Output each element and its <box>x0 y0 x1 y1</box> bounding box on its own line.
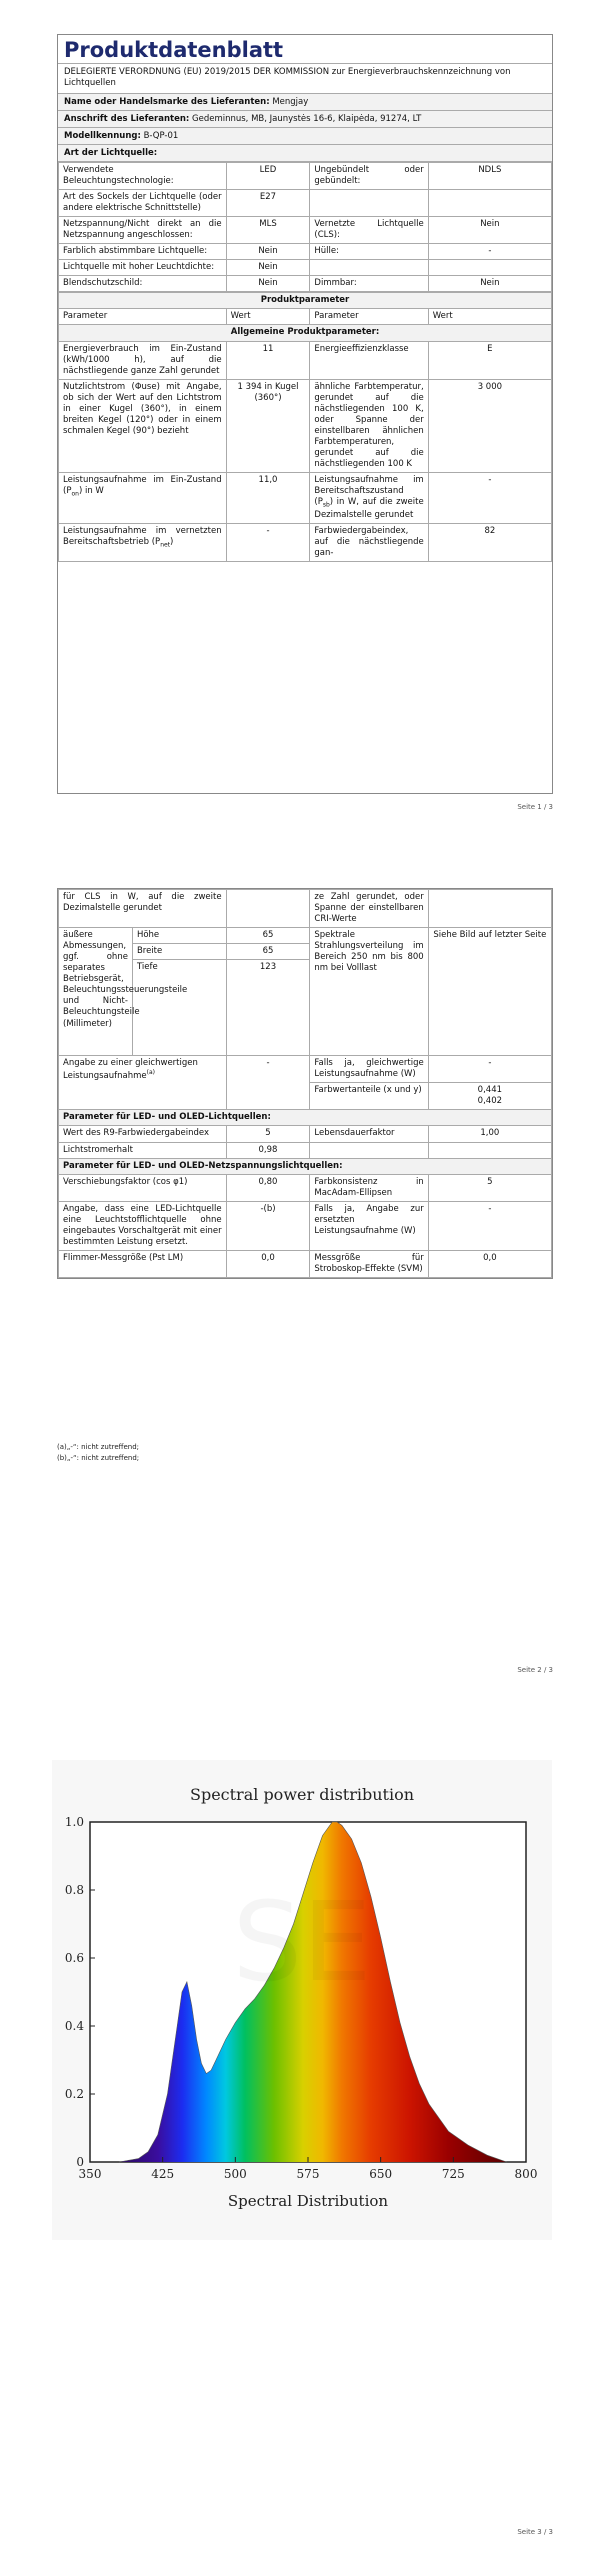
equivalent-power-label: Angabe zu einer gleichwertigen Leistungsaufnahme$^{(a)}$ <box>59 1056 227 1110</box>
regulation-intro: DELEGIERTE VERORDNUNG (EU) 2019/2015 DER KOMMISSION zur Energieverbrauchskennzeichnung von Lichtquellen <box>58 64 552 94</box>
lamp-param-label: Netzspannung/Nicht direkt an die Netzspannung angeschlossen: <box>59 217 227 244</box>
product-param-value: E <box>428 341 551 379</box>
lamp-param-value: Nein <box>428 276 551 292</box>
y-tick-label: 0.8 <box>64 1883 84 1897</box>
equivalent-power-w-value: - <box>428 1056 551 1083</box>
product-param-value: 3 000 <box>428 379 551 472</box>
continued-params-table <box>58 889 552 1278</box>
lamp-param-label: Dimmbar: <box>310 276 428 292</box>
stroboscopic-label: Messgröße für Stroboskop-Effekte (SVM) <box>310 1250 428 1277</box>
product-param-value: 1 394 in Kugel (360°) <box>226 379 310 472</box>
dim-width-label: Breite <box>132 944 226 960</box>
lamp-param-label: Blendschutzschild: <box>59 276 227 292</box>
lamp-param-value <box>428 190 551 217</box>
table-row <box>59 217 552 244</box>
replacement-value: -(b) <box>226 1201 310 1250</box>
product-param-label: Energieeffizienzklasse <box>310 341 428 379</box>
macadam-value: 5 <box>428 1174 551 1201</box>
table-row <box>59 260 552 276</box>
product-param-label: Nutzlichtstrom (Φuse) mit Angabe, ob sich der Wert auf den Lichtstrom in einer Kugel (360°), in einem breiten Kegel (120°) oder in einem schmalen Kegel (90°) bezieht <box>59 379 227 472</box>
supplier-address-label: Anschrift des Lieferanten: <box>64 113 190 124</box>
model-row <box>58 128 552 145</box>
footnote-a: (a)„-“: nicht zutreffend; <box>57 1443 140 1451</box>
table-row <box>59 379 552 472</box>
watermark-text: SE <box>232 1878 372 2006</box>
footnotes <box>57 1442 139 1463</box>
spectral-power-chart <box>52 1760 552 2240</box>
x-tick-label: 650 <box>369 2167 393 2181</box>
table-row <box>59 162 552 189</box>
power-factor-label: Verschiebungsfaktor (cos φ1) <box>59 1174 227 1201</box>
x-tick-label: 425 <box>151 2167 175 2181</box>
lamp-param-label: Hülle: <box>310 244 428 260</box>
datasheet-table-page-1 <box>57 34 553 794</box>
product-param-value: - <box>226 523 310 561</box>
lumen-maintenance-value: 0,98 <box>226 1142 310 1158</box>
replacement-label: Angabe, dass eine LED-Lichtquelle eine Leuchtstofflichtquelle ohne eingebautes Vorschaltgerät mit einer bestimmten Leistung ersetzt. <box>59 1201 227 1250</box>
product-param-label: Leistungsaufnahme im Ein-Zustand $(P_{on})$ in W <box>59 473 227 524</box>
lamp-param-value: Nein <box>226 244 310 260</box>
macadam-label: Farbkonsistenz in MacAdam-Ellipsen <box>310 1174 428 1201</box>
product-param-label: Farbwiedergabeindex, auf die nächstliegende gan- <box>310 523 428 561</box>
x-axis-label: Spectral Distribution <box>227 2192 389 2210</box>
product-params-table <box>58 292 552 561</box>
x-tick-label: 575 <box>296 2167 320 2181</box>
supplier-address-row <box>58 111 552 128</box>
replaced-power-label: Falls ja, Angabe zur ersetzten Leistungsaufnahme (W) <box>310 1201 428 1250</box>
product-param-label: Leistungsaufnahme im vernetzten Bereitschaftsbetrieb $(P_{net})$ <box>59 523 227 561</box>
net-standby-continued: für CLS in W, auf die zweite Dezimalstelle gerundet <box>59 890 227 928</box>
lamp-type-row <box>58 145 552 162</box>
spd-value: Siehe Bild auf letzter Seite <box>428 928 551 1056</box>
power-factor-value: 0,80 <box>226 1174 310 1201</box>
flicker-value: 0,0 <box>226 1250 310 1277</box>
dim-depth-label: Tiefe <box>132 960 226 1056</box>
lamp-param-value: LED <box>226 162 310 189</box>
lumen-maintenance-label: Lichtstromerhalt <box>59 1142 227 1158</box>
y-tick-label: 0.4 <box>64 2019 84 2033</box>
model-label: Modellkennung: <box>64 130 141 141</box>
dim-height-value: 65 <box>226 928 310 944</box>
lamp-param-label: Lichtquelle mit hoher Leuchtdichte: <box>59 260 227 276</box>
col-value-header: Wert <box>428 309 551 325</box>
page-3 <box>0 1720 603 2560</box>
lamp-param-value: Nein <box>226 260 310 276</box>
led-params-heading: Parameter für LED- und OLED-Lichtquellen: <box>59 1110 552 1126</box>
lamp-param-label <box>310 260 428 276</box>
mains-params-heading: Parameter für LED- und OLED-Netzspannungslichtquellen: <box>59 1158 552 1174</box>
table-row <box>59 244 552 260</box>
product-param-value: 82 <box>428 523 551 561</box>
datasheet-table-page-2 <box>57 888 553 1279</box>
lamp-param-label: Verwendete Beleuchtungstechnologie: <box>59 162 227 189</box>
dim-width-value: 65 <box>226 944 310 960</box>
product-params-heading: Produktparameter <box>59 293 552 309</box>
lamp-param-label: Ungebündelt oder gebündelt: <box>310 162 428 189</box>
footnote-b: (b)„-“: nicht zutreffend; <box>57 1453 140 1462</box>
lamp-type-label: Art der Lichtquelle: <box>64 147 158 158</box>
lamp-param-label: Art des Sockels der Lichtquelle (oder andere elektrische Schnittstelle) <box>59 190 227 217</box>
flicker-label: Flimmer-Messgröße (Pst LM) <box>59 1250 227 1277</box>
cri-label-continued: ze Zahl gerundet, oder Spanne der einstellbaren CRI-Werte <box>310 890 428 928</box>
product-param-value: - <box>428 473 551 524</box>
lamp-param-label: Farblich abstimmbare Lichtquelle: <box>59 244 227 260</box>
lamp-type-table <box>58 162 552 292</box>
x-tick-label: 350 <box>78 2167 102 2181</box>
col-param-header: Parameter <box>310 309 428 325</box>
x-tick-label: 500 <box>223 2167 247 2181</box>
lifetime-factor-value: 1,00 <box>428 1126 551 1142</box>
page-footer: Seite 2 / 3 <box>517 1666 553 1674</box>
chart-title: Spectral power distribution <box>189 1785 415 1804</box>
y-tick-label: 0 <box>76 2155 84 2169</box>
table-row <box>59 341 552 379</box>
lamp-param-value: NDLS <box>428 162 551 189</box>
product-param-label: Energieverbrauch im Ein-Zustand (kWh/1000 h), auf die nächstliegende ganze Zahl gerundet <box>59 341 227 379</box>
lamp-param-label: Vernetzte Lichtquelle (CLS): <box>310 217 428 244</box>
general-params-heading: Allgemeine Produktparameter: <box>59 325 552 341</box>
chromaticity-values: 0,441 0,402 <box>428 1083 551 1110</box>
replaced-power-value: - <box>428 1201 551 1250</box>
col-value-header: Wert <box>226 309 310 325</box>
supplier-name-row <box>58 94 552 111</box>
product-param-label: ähnliche Farbtemperatur, gerundet auf die nächstliegenden 100 K, oder Spanne der einstellbaren ähnlichen Farbtemperaturen, gerundet auf die nächstliegenden 100 K <box>310 379 428 472</box>
page-footer: Seite 1 / 3 <box>517 803 553 811</box>
model-value: B-QP-01 <box>143 130 179 141</box>
page-1 <box>0 0 603 820</box>
spd-label: Spektrale Strahlungsverteilung im Bereich 250 nm bis 800 nm bei Volllast <box>310 928 428 1056</box>
r9-value: 5 <box>226 1126 310 1142</box>
dim-depth-value: 123 <box>226 960 310 1056</box>
lamp-param-value: E27 <box>226 190 310 217</box>
lamp-param-value: - <box>428 244 551 260</box>
lamp-param-value: MLS <box>226 217 310 244</box>
page-title: Produktdatenblatt <box>58 35 552 64</box>
dimensions-label: äußere Abmessungen, ggf. ohne separates Betriebsgerät, Beleuchtungssteuerungsteile und Nicht-Beleuchtungsteile (Millimeter) <box>59 928 133 1056</box>
supplier-address-value: Gedeminnus, MB, Jaunystės 16-6, Klaipėda, 91274, LT <box>192 113 422 124</box>
dim-height-label: Höhe <box>132 928 226 944</box>
product-param-value: 11,0 <box>226 473 310 524</box>
table-row <box>59 190 552 217</box>
stroboscopic-value: 0,0 <box>428 1250 551 1277</box>
y-tick-label: 0.2 <box>64 2087 84 2101</box>
product-param-value: 11 <box>226 341 310 379</box>
lamp-param-label <box>310 190 428 217</box>
lamp-param-value <box>428 260 551 276</box>
supplier-name-value: Mengjay <box>272 96 309 107</box>
r9-label: Wert des R9-Farbwiedergabeindex <box>59 1126 227 1142</box>
chromaticity-label: Farbwertanteile (x und y) <box>310 1083 428 1110</box>
equivalent-power-value: - <box>226 1056 310 1110</box>
lamp-param-value: Nein <box>226 276 310 292</box>
table-row <box>59 523 552 561</box>
lifetime-factor-label: Lebensdauerfaktor <box>310 1126 428 1142</box>
col-param-header: Parameter <box>59 309 227 325</box>
x-tick-label: 800 <box>514 2167 538 2181</box>
x-tick-label: 725 <box>441 2167 465 2181</box>
page-2 <box>0 880 603 1680</box>
page-footer: Seite 3 / 3 <box>517 2528 553 2536</box>
y-tick-label: 1.0 <box>64 1815 84 1829</box>
table-row <box>59 276 552 292</box>
supplier-name-label: Name oder Handelsmarke des Lieferanten: <box>64 96 270 107</box>
product-param-label: Leistungsaufnahme im Bereitschaftszustand $(P_{sb})$ in W, auf die zweite Dezimalstelle gerundet <box>310 473 428 524</box>
table-row <box>59 473 552 524</box>
y-tick-label: 0.6 <box>64 1951 84 1965</box>
lamp-param-value: Nein <box>428 217 551 244</box>
equivalent-power-w-label: Falls ja, gleichwertige Leistungsaufnahme (W) <box>310 1056 428 1083</box>
